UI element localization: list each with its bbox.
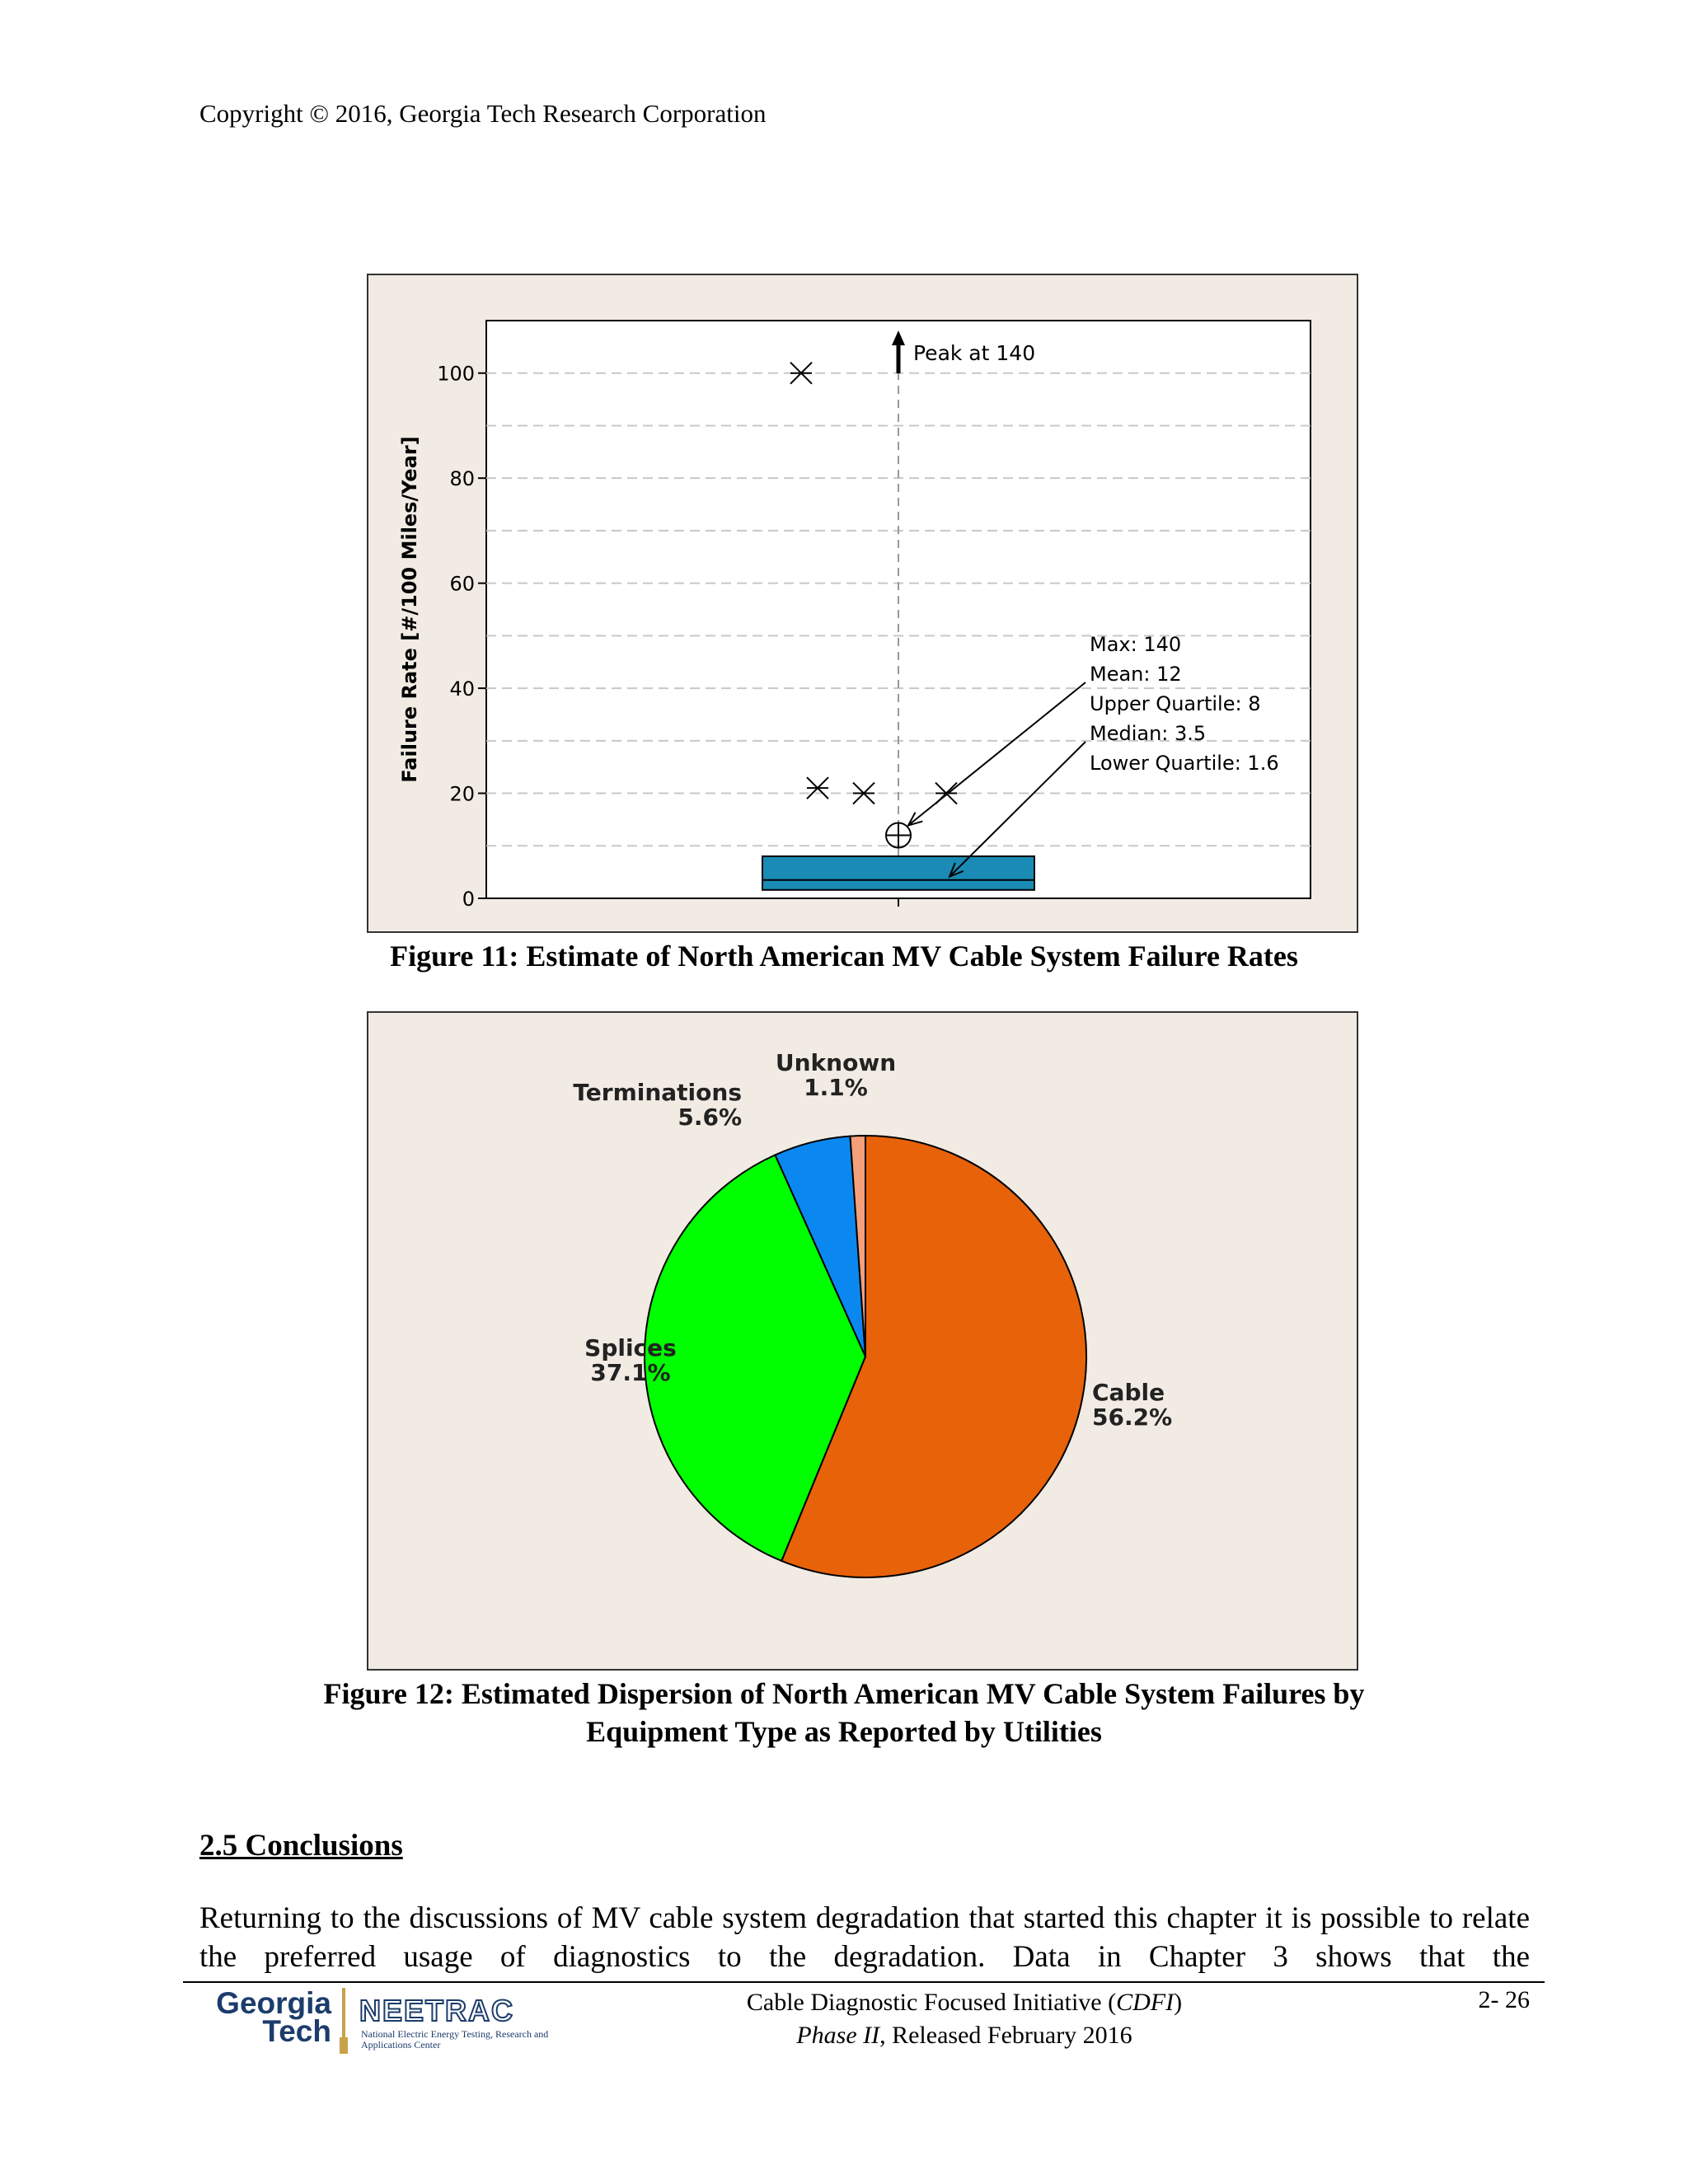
y-tick-label: 0 (462, 888, 475, 911)
pie-label-terminations: Terminations (573, 1079, 742, 1106)
pie-value-cable: 56.2% (1092, 1404, 1173, 1431)
y-tick-label: 100 (437, 362, 475, 386)
footer-center-text (626, 1986, 1302, 2052)
body-paragraph: Returning to the discussions of MV cable system degradation that started this chapter it is possible to relate the preferred usage of diagnostics to the degradation. Data in Chapter 3 shows that the (199, 1901, 1530, 1974)
annotation-line: Max: 140 (1090, 633, 1182, 656)
figure-12-pie-chart (367, 1011, 1358, 1671)
y-tick-label: 80 (449, 467, 475, 491)
pie-label-unknown: Unknown (775, 1049, 897, 1076)
tower-logo-icon (340, 1988, 348, 2054)
georgia-tech-logo (198, 1986, 331, 2048)
y-tick-label: 60 (449, 572, 475, 596)
figure-11-caption: Figure 11: Estimate of North American MV Cable System Failure Rates (390, 940, 1298, 972)
mean-symbol (886, 823, 911, 848)
pie-label-cable: Cable (1092, 1379, 1165, 1406)
y-tick-label: 40 (449, 677, 475, 701)
page-number: 2- 26 (1478, 1986, 1530, 2013)
peak-label: Peak at 140 (913, 341, 1036, 365)
pie-value-unknown: 1.1% (804, 1074, 868, 1101)
annotation-line: Upper Quartile: 8 (1090, 692, 1261, 715)
y-tick-label: 20 (449, 782, 475, 806)
logo-georgia-text: Georgia (216, 1986, 331, 2020)
pie-label-splices: Splices (584, 1334, 677, 1361)
pie-value-terminations: 5.6% (678, 1104, 742, 1131)
annotation-line: Median: 3.5 (1090, 722, 1207, 745)
boxplot-svg (368, 275, 1357, 931)
neetrac-logo-subtitle: National Electric Energy Testing, Research and Applications Center (361, 2028, 549, 2050)
annotation-line: Lower Quartile: 1.6 (1090, 752, 1279, 775)
y-axis-label: Failure Rate [#/100 Miles/Year] (398, 436, 421, 783)
neetrac-logo: NEETRAC (359, 1994, 515, 2027)
footer-line-1: Cable Diagnostic Focused Initiative (CDFI) (746, 1989, 1183, 2016)
box-iqr (762, 856, 1034, 890)
section-heading: 2.5 Conclusions (199, 1829, 403, 1863)
footer-divider (183, 1981, 1545, 1983)
logo-tech-text: Tech (262, 2014, 331, 2048)
annotation-line: Mean: 12 (1090, 663, 1182, 686)
pie-chart-svg (368, 1013, 1357, 1669)
copyright-header: Copyright © 2016, Georgia Tech Research Corporation (199, 99, 767, 128)
pie-value-splices: 37.1% (590, 1359, 671, 1386)
figure-12-caption-line-2: Equipment Type as Reported by Utilities (586, 1715, 1102, 1748)
footer-line-2: Phase II, Released February 2016 (796, 2022, 1132, 2049)
figure-12-caption-line-1: Figure 12: Estimated Dispersion of North American MV Cable System Failures by (323, 1677, 1365, 1710)
figure-11-boxplot (367, 274, 1358, 933)
